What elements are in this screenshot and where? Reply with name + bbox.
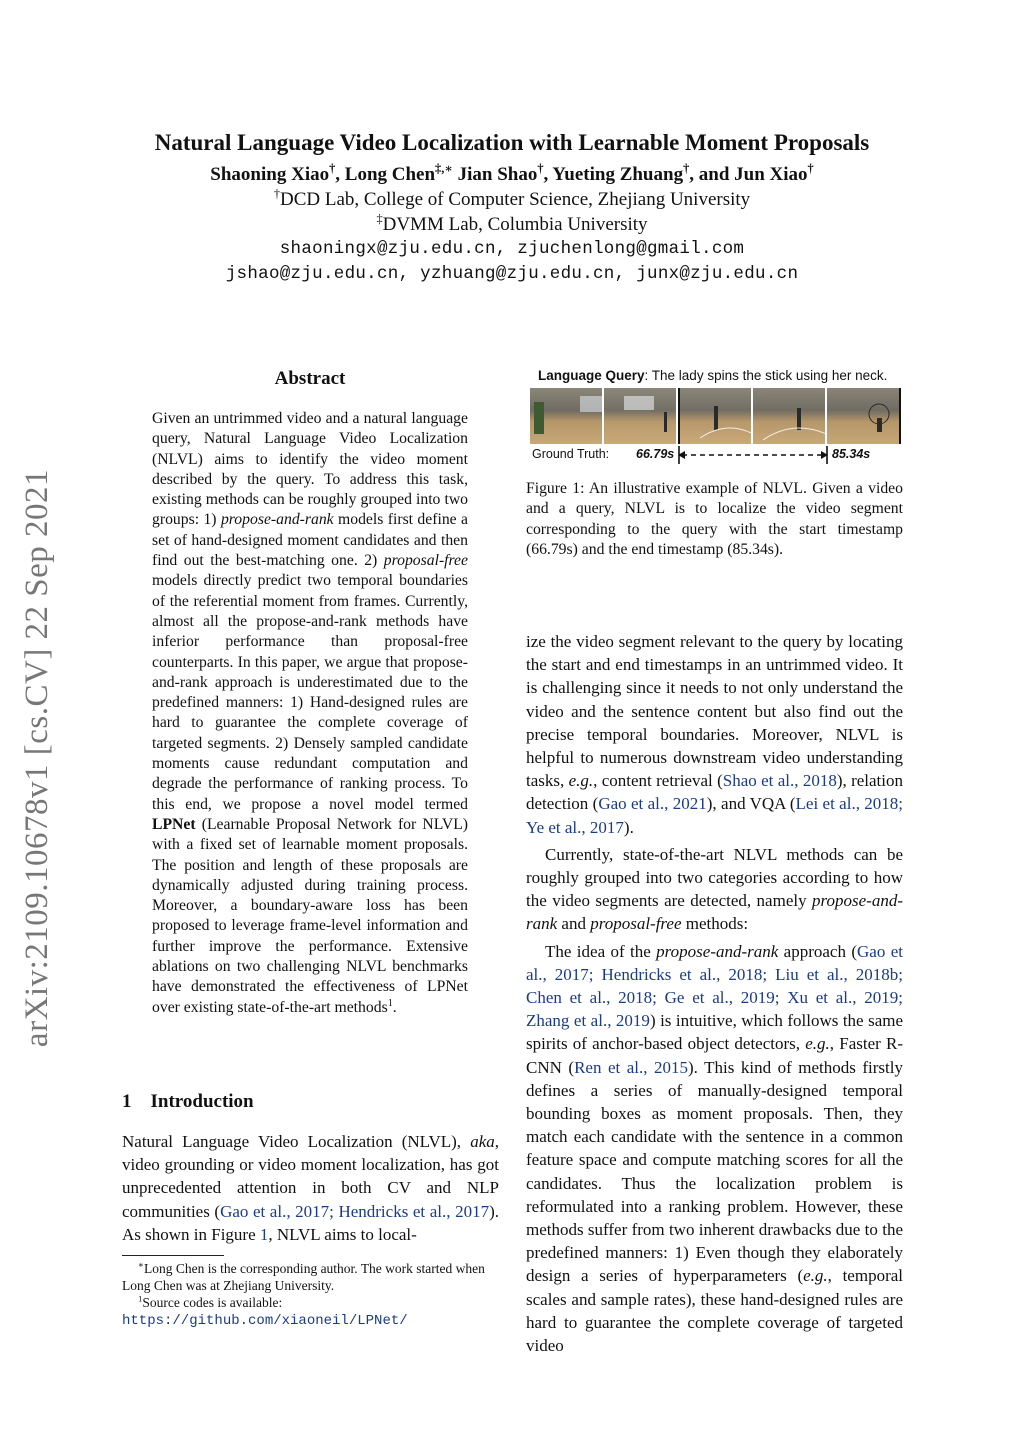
right-paragraph-1: ize the video segment relevant to the query by locating the start and end timestamps in an untrimmed video. It is challenging since it needs to not only understand the video and the sentence content but also find out the precise temporal boundaries. Moreover, NLVL is helpful to numerous downstream video understanding tasks, e.g., content retrieval (Shao et al., 2018), relation detection (Gao et al., 2021), and VQA (Lei et al., 2018; Ye et al., 2017). [526,632,904,837]
author-name: Jun Xiao [734,164,808,185]
email-line-1: shaoningx@zju.edu.cn, zjuchenlong@gmail.com [279,239,745,259]
source-code-link[interactable]: https://github.com/xiaoneil/LPNet/ [122,1313,408,1329]
affiliation-1: †DCD Lab, College of Computer Science, Zhejiang University [273,186,751,210]
right-column [526,630,903,1357]
citation-link[interactable]: Ren et al., 2015 [574,1057,689,1077]
citation-link[interactable]: Gao et al., 2017; Hendricks et al., 2018; Liu et al., 2018b; Chen et al., 2018; Ge et al., 2019; Xu et al., 2019; Zhang et al., 2019 [526,941,903,1031]
video-frames [530,388,901,444]
citation-link[interactable]: Shao et al., 2018 [722,771,837,791]
citation-link[interactable]: Gao et al., 2021 [598,794,707,814]
right-paragraph-2: Currently, state-of-the-art NLVL methods can be roughly grouped into two categories according to how the video segments are detected, namely propose-and-rank and proposal-free methods: [526,844,903,934]
email-line-2: jshao@zju.edu.cn, yzhuang@zju.edu.cn, junx@zju.edu.cn [225,264,799,284]
author-mark: ‡,∗ [435,161,453,176]
video-frame-4 [753,388,825,444]
abstract-heading: Abstract [274,368,346,389]
footnote-1: ∗Long Chen is the corresponding author. The work started when Long Chen was at Zhejiang University. [122,1259,485,1293]
right-paragraph-3: The idea of the propose-and-rank approach (Gao et al., 2017; Hendricks et al., 2018; Liu et al., 2018b; Chen et al., 2018; Ge et al., 2019; Xu et al., 2019; Zhang et al., 2019) is intuitive, which follows the same spirits of anchor-based object detectors, e.g., Faster R-CNN (Ren et al., 2015). This kind of methods firstly defines a series of manually-designed temporal bounding boxes as moment proposals. Then, they match each candidate with the sentence in a common feature space and compute matching scores for all the candidates. Thus the localization problem is reformulated into a ranking problem. However, these methods suffer from two inherent drawbacks due to the predefined manners: 1) Even though they elaborately design a series of hyperparameters (e.g., temporal scales and sample rates), these hand-designed rules are hard to guarantee the complete coverage of targeted video [526,941,904,1356]
citation-link[interactable]: 1 [259,1224,269,1244]
intro-paragraph: Natural Language Video Localization (NLVL), aka, video grounding or video moment localization, has got unprecedented attention in both CV and NLP communities (Gao et al., 2017; Hendricks et al., 2017). As shown in Figure 1, NLVL aims to local- [122,1132,499,1244]
start-time: 66.79s [636,447,675,461]
author-name: Yueting Zhuang [552,164,684,185]
footnote-rule [122,1255,224,1256]
figure-caption: Figure 1: An illustrative example of NLVL. Given a video and a query, NLVL is to localize the video segment corresponding to the query with the start timestamp (66.79s) and the end timestamp (85.34s). [526,480,903,558]
author-mark: † [329,161,336,176]
author-mark: † [683,161,690,176]
abstract-body: Given an untrimmed video and a natural language query, Natural Language Video Localization (NLVL) aims to identify the video moment described by the query. To address this task, existing methods can be roughly grouped into two groups: 1) propose-and-rank models first define a set of hand-designed moment candidates and then find out the best-matching one. 2) proposal-free models directly predict two temporal boundaries of the referential moment from frames. Currently, almost all the propose-and-rank methods have inferior performance than proposal-free counterparts. In this paper, we argue that propose-and-rank approach is underestimated due to the predefined manners: 1) Hand-designed rules are hard to guarantee the complete coverage of targeted segments. 2) Densely sampled candidate moments cause redundant computation and degrade the performance of ranking process. To this end, we propose a novel model termed LPNet (Learnable Proposal Network for NLVL) with a fixed set of learnable moment proposals. The position and length of these proposals are dynamically adjusted during training process. Moreover, a boundary-aware loss has been proposed to leverage frame-level information and further improve the performance. Extensive ablations on two challenging NLVL benchmarks have demonstrated the effectiveness of LPNet over existing state-of-the-art methods$^1$. [152,410,468,1016]
frame-2-scene [604,388,676,444]
frame-1-scene [530,388,602,444]
author-name: Shaoning Xiao [210,164,330,185]
author-block [0,162,1024,287]
author-name: Jian Shao [457,164,538,185]
footnote-2: $^1$Source codes is available: https://github.com/xiaoneil/LPNet/ [122,1293,408,1329]
frame-5-scene [827,388,899,444]
section-heading: 1 Introduction [122,1091,254,1112]
paper-title: Natural Language Video Localization with Learnable Moment Proposals [154,130,870,155]
video-frame-2 [604,388,676,444]
citation-link[interactable]: Lei et al., 2018; Ye et al., 2017 [526,794,904,837]
video-frame-3 [678,388,752,444]
ground-truth-bar [532,446,904,464]
figure-query: Language Query: The lady spins the stick using her neck. [538,368,888,383]
author-mark: † [807,161,814,176]
video-frame-5 [827,388,901,444]
frame-3-scene [680,388,752,444]
ground-truth-label: Ground Truth: [532,447,610,461]
duration-arrow [678,446,828,464]
affiliation-2: ‡DVMM Lab, Columbia University [376,211,648,235]
arxiv-stamp: arXiv:2109.10678v1 [cs.CV] 22 Sep 2021 [19,468,55,1048]
end-time: 85.34s [832,447,871,461]
author-mark: † [537,161,544,176]
frame-4-scene [753,388,825,444]
citation-link[interactable]: Gao et al., 2017; Hendricks et al., 2017 [220,1201,490,1221]
video-frame-1 [530,388,602,444]
author-name: Long Chen [344,164,436,185]
author-names: Shaoning Xiao†, Long Chen‡,∗ Jian Shao†, Yueting Zhuang†, and Jun Xiao† [210,161,814,185]
footnotes [122,1260,499,1330]
